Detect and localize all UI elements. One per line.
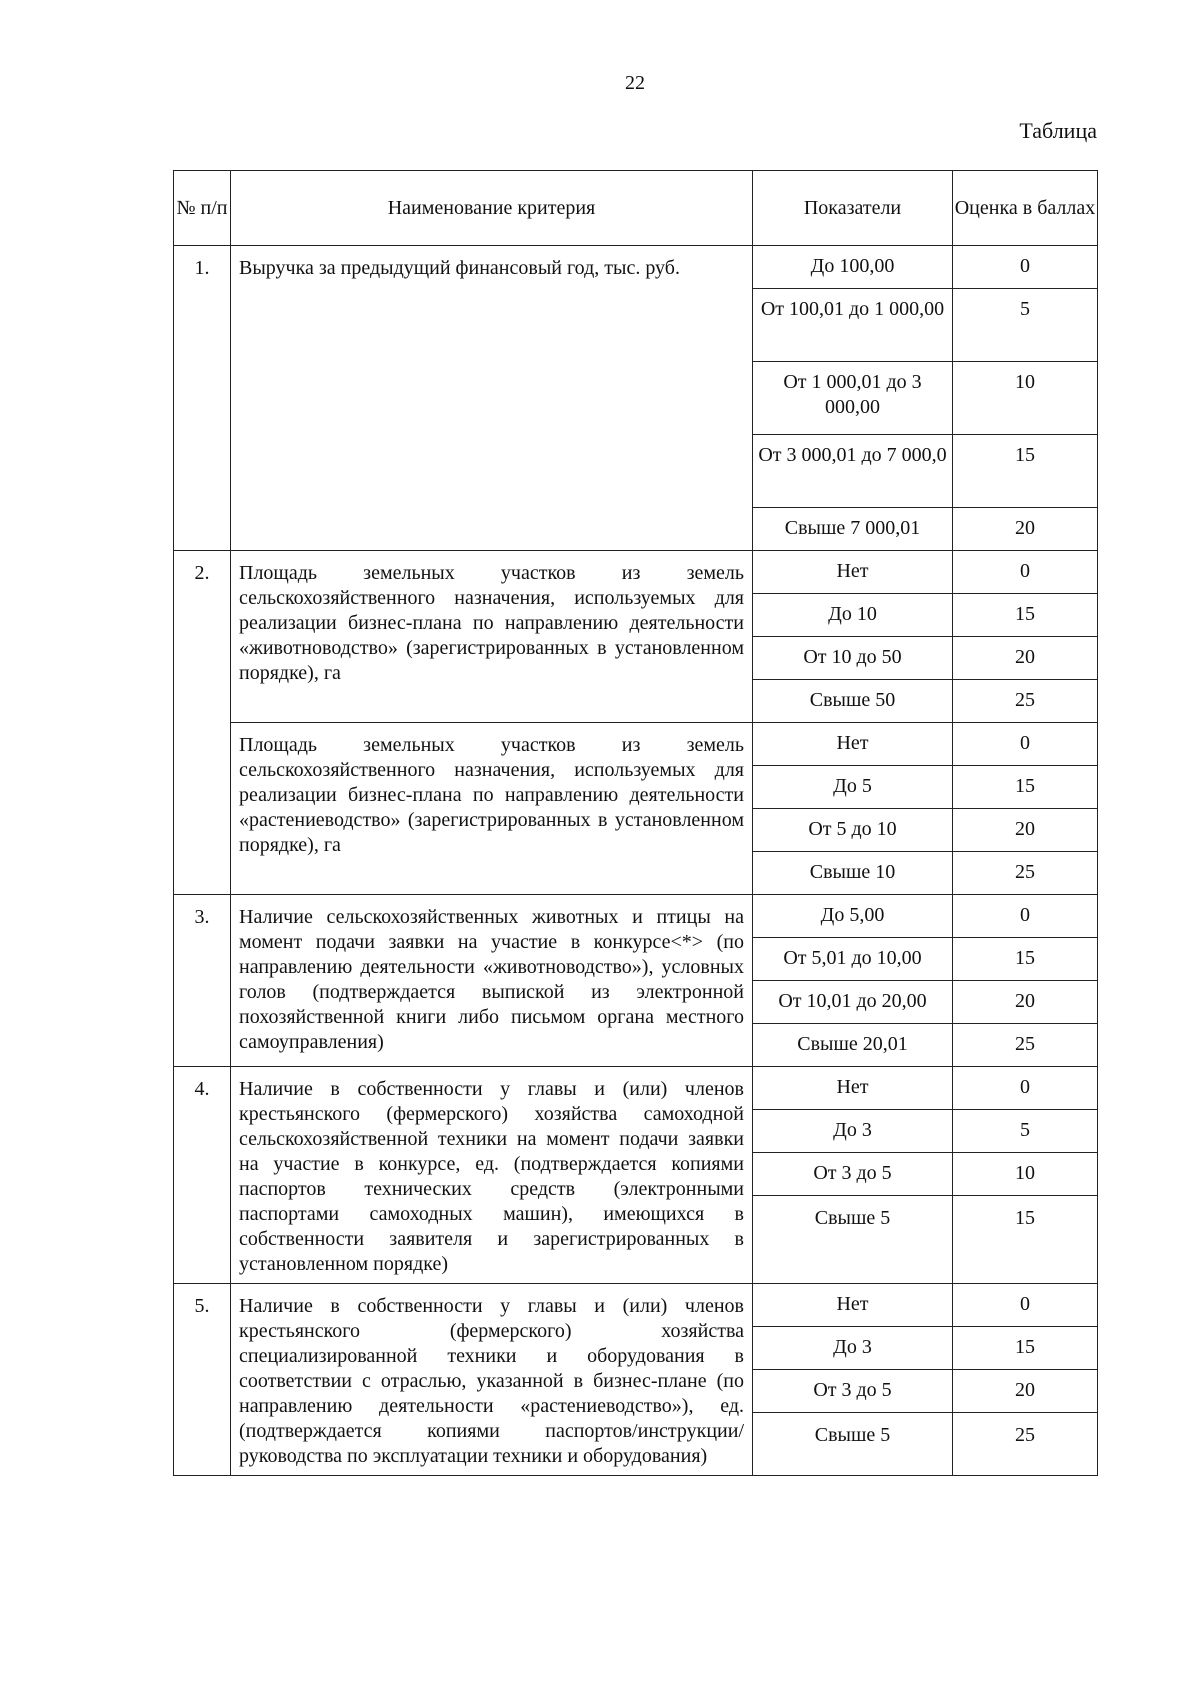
score-cell: 15 [953, 435, 1098, 508]
criterion-number: 1. [174, 246, 231, 551]
indicator-cell: До 100,00 [753, 246, 953, 289]
table-row [174, 551, 1098, 594]
indicator-cell: От 1 000,01 до 3 000,00 [753, 362, 953, 435]
header-indicators: Показатели [753, 171, 953, 246]
table-row [174, 723, 1098, 766]
score-cell: 10 [953, 1153, 1098, 1196]
indicator-cell: До 10 [753, 594, 953, 637]
indicator-cell: Свыше 10 [753, 852, 953, 895]
header-criterion: Наименование критерия [231, 171, 753, 246]
table-row [174, 895, 1098, 938]
score-cell: 20 [953, 637, 1098, 680]
indicator-cell: Свыше 5 [753, 1413, 953, 1476]
criterion-name: Площадь земельных участков из земель сельскохозяйственного назначения, используемых для реализации бизнес-плана по направлению деятельности «животноводство» (зарегистрированных в установленном порядке), га [231, 551, 753, 723]
score-cell: 15 [953, 766, 1098, 809]
indicator-cell: От 10 до 50 [753, 637, 953, 680]
criterion-number: 2. [174, 551, 231, 895]
indicator-cell: Нет [753, 551, 953, 594]
criterion-name: Площадь земельных участков из земель сельскохозяйственного назначения, используемых для реализации бизнес-плана по направлению деятельности «растениеводство» (зарегистрированных в установленном порядке), га [231, 723, 753, 895]
page-number: 22 [625, 72, 645, 94]
score-cell: 25 [953, 1024, 1098, 1067]
score-cell: 10 [953, 362, 1098, 435]
score-cell: 0 [953, 1284, 1098, 1327]
indicator-cell: Нет [753, 723, 953, 766]
criterion-number: 4. [174, 1067, 231, 1284]
indicator-cell: От 10,01 до 20,00 [753, 981, 953, 1024]
indicator-cell: До 3 [753, 1110, 953, 1153]
criterion-name: Наличие в собственности у главы и (или) членов крестьянского (фермерского) хозяйства специализированной техники и оборудования в соответствии с отраслью, указанной в бизнес-плане (по направлению деятельности «растениеводство»), ед. (подтверждается копиями паспортов/инструкции/руководства по эксплуатации техники и оборудования) [231, 1284, 753, 1476]
criterion-name: Наличие в собственности у главы и (или) членов крестьянского (фермерского) хозяйства самоходной сельскохозяйственной техники на момент подачи заявки на участие в конкурсе, ед. (подтверждается копиями паспортов технических средств (электронными паспортами самоходных машин), имеющихся в собственности заявителя и зарегистрированных в установленном порядке) [231, 1067, 753, 1284]
score-cell: 25 [953, 852, 1098, 895]
indicator-cell: Нет [753, 1284, 953, 1327]
score-cell: 20 [953, 809, 1098, 852]
score-cell: 15 [953, 1196, 1098, 1284]
indicator-cell: От 3 до 5 [753, 1370, 953, 1413]
header-number: № п/п [174, 171, 231, 246]
criterion-number: 5. [174, 1284, 231, 1476]
table-row [174, 246, 1098, 289]
indicator-cell: От 3 до 5 [753, 1153, 953, 1196]
criterion-number: 3. [174, 895, 231, 1067]
score-cell: 5 [953, 289, 1098, 362]
indicator-cell: От 5 до 10 [753, 809, 953, 852]
score-cell: 15 [953, 938, 1098, 981]
score-cell: 0 [953, 246, 1098, 289]
score-cell: 0 [953, 1067, 1098, 1110]
score-cell: 5 [953, 1110, 1098, 1153]
score-cell: 0 [953, 723, 1098, 766]
indicator-cell: Свыше 20,01 [753, 1024, 953, 1067]
table-row [174, 1067, 1098, 1110]
score-cell: 25 [953, 1413, 1098, 1476]
indicator-cell: Свыше 5 [753, 1196, 953, 1284]
score-cell: 20 [953, 1370, 1098, 1413]
score-cell: 15 [953, 594, 1098, 637]
header-score: Оценка в баллах [953, 171, 1098, 246]
table-row [174, 1284, 1098, 1327]
criterion-name: Наличие сельскохозяйственных животных и птицы на момент подачи заявки на участие в конкурсе<*> (по направлению деятельности «животноводство»), условных голов (подтверждается выпиской из электронной похозяйственной книги либо письмом органа местного самоуправления) [231, 895, 753, 1067]
indicator-cell: Свыше 50 [753, 680, 953, 723]
score-cell: 0 [953, 551, 1098, 594]
table-caption: Таблица [1019, 118, 1097, 143]
indicator-cell: От 100,01 до 1 000,00 [753, 289, 953, 362]
score-cell: 25 [953, 680, 1098, 723]
score-cell: 20 [953, 508, 1098, 551]
indicator-cell: До 5 [753, 766, 953, 809]
indicator-cell: До 5,00 [753, 895, 953, 938]
indicator-cell: До 3 [753, 1327, 953, 1370]
score-cell: 20 [953, 981, 1098, 1024]
indicator-cell: Нет [753, 1067, 953, 1110]
criteria-table [173, 170, 1098, 1476]
table-header-row [174, 171, 1098, 246]
score-cell: 15 [953, 1327, 1098, 1370]
indicator-cell: Свыше 7 000,01 [753, 508, 953, 551]
score-cell: 0 [953, 895, 1098, 938]
indicator-cell: От 3 000,01 до 7 000,0 [753, 435, 953, 508]
indicator-cell: От 5,01 до 10,00 [753, 938, 953, 981]
criterion-name: Выручка за предыдущий финансовый год, тыс. руб. [231, 246, 753, 551]
